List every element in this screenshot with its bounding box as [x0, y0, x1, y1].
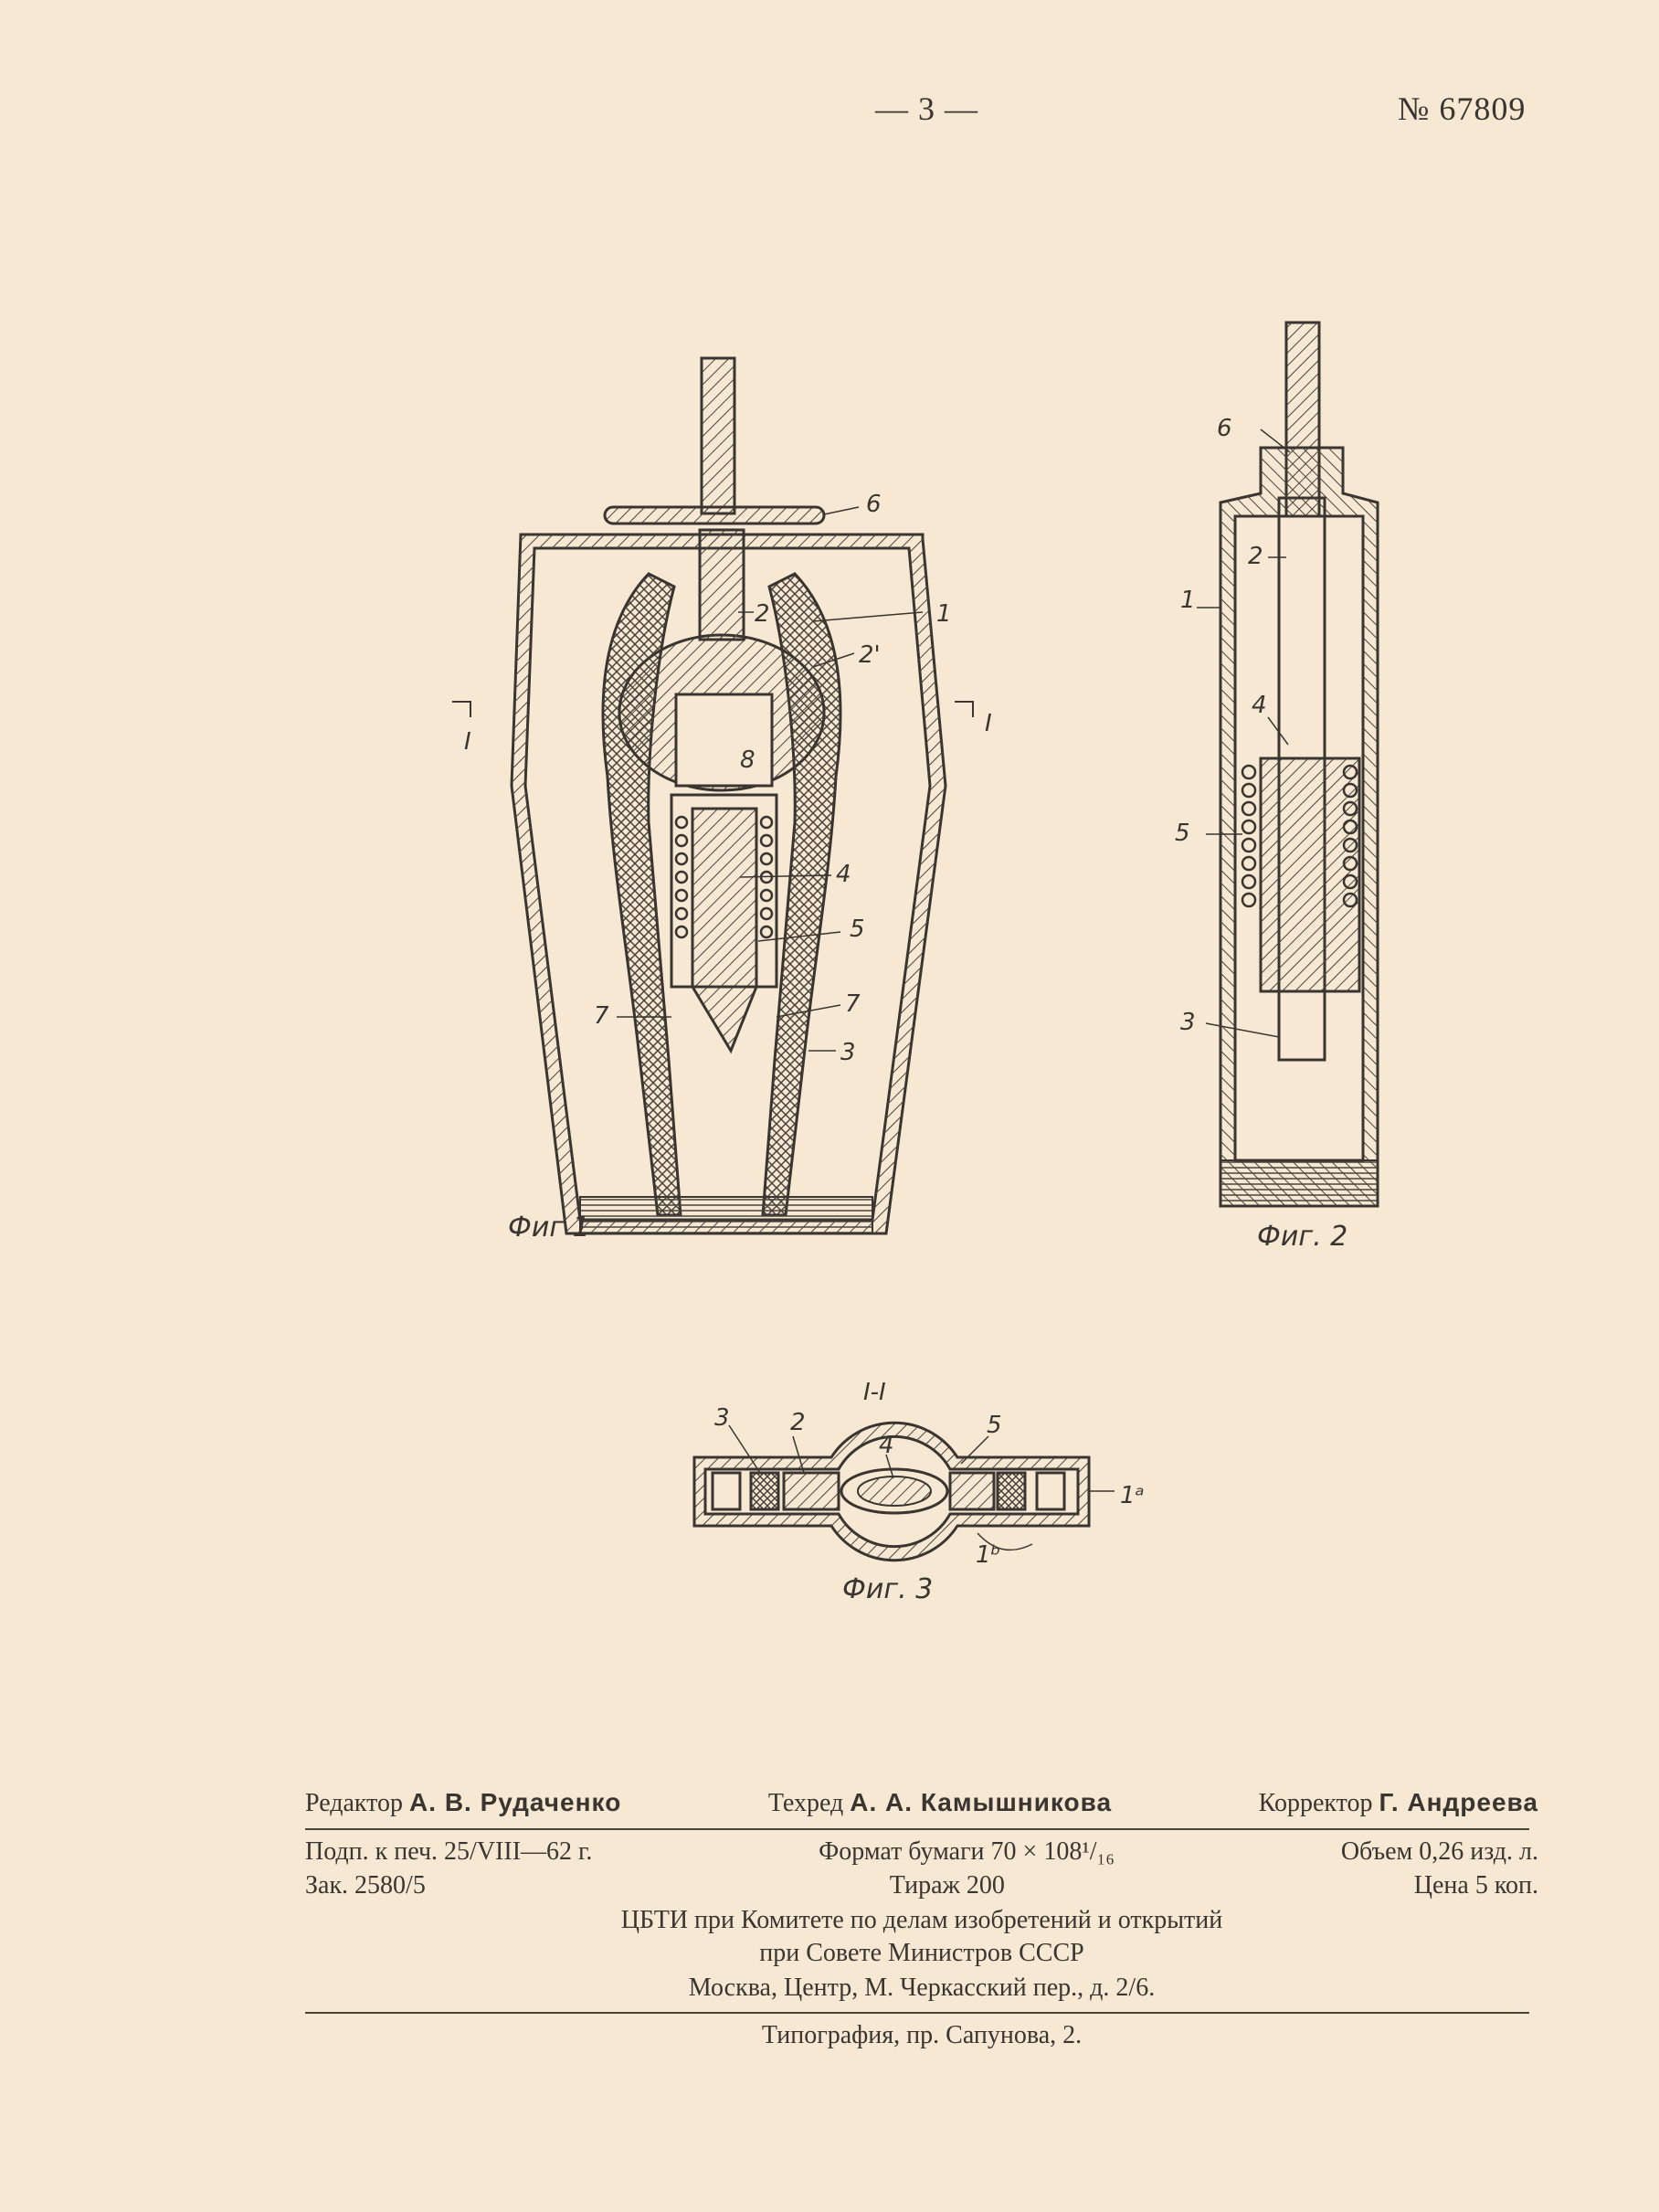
fig3-label-3: 3 [714, 1404, 730, 1432]
fig3-label-4: 4 [879, 1432, 894, 1459]
fig3-label-1b: 1ᵇ [976, 1541, 1001, 1569]
fig1-section-marker-left [452, 702, 470, 717]
fig1-handle [605, 507, 824, 524]
price: Цена 5 коп. [1413, 1871, 1538, 1900]
fig1-label-5: 5 [850, 915, 865, 943]
fig1-section-marker-right [955, 702, 973, 717]
organization-address: Москва, Центр, М. Черкасский пер., д. 2/6. [688, 1974, 1156, 2002]
fig1-label-3: 3 [840, 1039, 856, 1066]
order-number: Зак. 2580/5 [305, 1871, 426, 1900]
fig1-block-8 [676, 694, 772, 786]
fig1-stem [702, 358, 734, 513]
fig2-label-2: 2 [1248, 543, 1263, 570]
fig1-caption: Фиг 1 [508, 1212, 590, 1244]
fig1-section-label-right: I [985, 710, 992, 737]
volume: Объем 0,26 изд. л. [1340, 1837, 1538, 1866]
fig2-label-3: 3 [1180, 1009, 1196, 1036]
fig1-label-6: 6 [866, 491, 882, 518]
figure-3-drawing [676, 1371, 1188, 1608]
figure-1-drawing [429, 347, 992, 1261]
fig3-label-5: 5 [987, 1412, 1002, 1439]
fig2-label-4: 4 [1252, 692, 1267, 719]
page-number: — 3 — [875, 90, 978, 127]
fig2-label-1: 1 [1180, 587, 1196, 614]
signed-date: Подп. к печ. 25/VIII—62 г. [305, 1837, 593, 1866]
techred-credit: Техред А. А. Камышникова [767, 1788, 1113, 1817]
patent-number: № 67809 [1398, 90, 1527, 127]
circulation: Тираж 200 [889, 1871, 1005, 1900]
fig1-label-8: 8 [740, 746, 756, 774]
corrector-credit: Корректор Г. Андреева [1258, 1788, 1538, 1817]
fig1-thread [580, 1197, 872, 1233]
fig3-member-2-left [784, 1473, 839, 1509]
fig1-label-4: 4 [836, 861, 851, 888]
fig1-section-label-left: I [464, 728, 471, 756]
fig2-thread [1220, 1160, 1378, 1206]
fig1-label-7-right: 7 [845, 990, 861, 1018]
fig1-label-2: 2 [755, 600, 770, 628]
organization-line-1: ЦБТИ при Комитете по делам изобретений и открытий [620, 1906, 1223, 1934]
fig3-jaw-left [751, 1473, 778, 1509]
fig1-label-1: 1 [936, 600, 952, 628]
fig3-label-1a: 1ᵃ [1120, 1482, 1145, 1509]
editor-credit: Редактор А. В. Рудаченко [305, 1788, 622, 1817]
fig1-label-2-prime: 2' [859, 641, 881, 669]
fig3-section-title: I-I [863, 1379, 886, 1406]
print-details-row-2 [305, 1871, 1538, 1900]
print-details-row-1 [305, 1837, 1538, 1867]
fig1-plunger [692, 809, 756, 987]
fig2-label-5: 5 [1175, 820, 1190, 847]
printing-house: Типография, пр. Сапунова, 2. [761, 2021, 1083, 2049]
fig1-label-7-left: 7 [594, 1002, 609, 1030]
paper-format: Формат бумаги 70 × 108¹/₁₆ [819, 1837, 1115, 1866]
fig2-caption: Фиг. 2 [1257, 1221, 1348, 1253]
fig3-caption: Фиг. 3 [842, 1573, 934, 1605]
organization-line-2: при Совете Министров СССР [759, 1939, 1084, 1967]
fig3-label-2: 2 [790, 1409, 806, 1436]
credits-row [305, 1788, 1538, 1818]
fig3-member-2-right [950, 1473, 994, 1509]
rule-top [305, 1828, 1529, 1830]
figure-2-drawing [1169, 315, 1407, 1229]
rule-bottom [305, 2012, 1529, 2014]
fig2-label-6: 6 [1217, 415, 1232, 442]
fig3-jaw-right [998, 1473, 1025, 1509]
